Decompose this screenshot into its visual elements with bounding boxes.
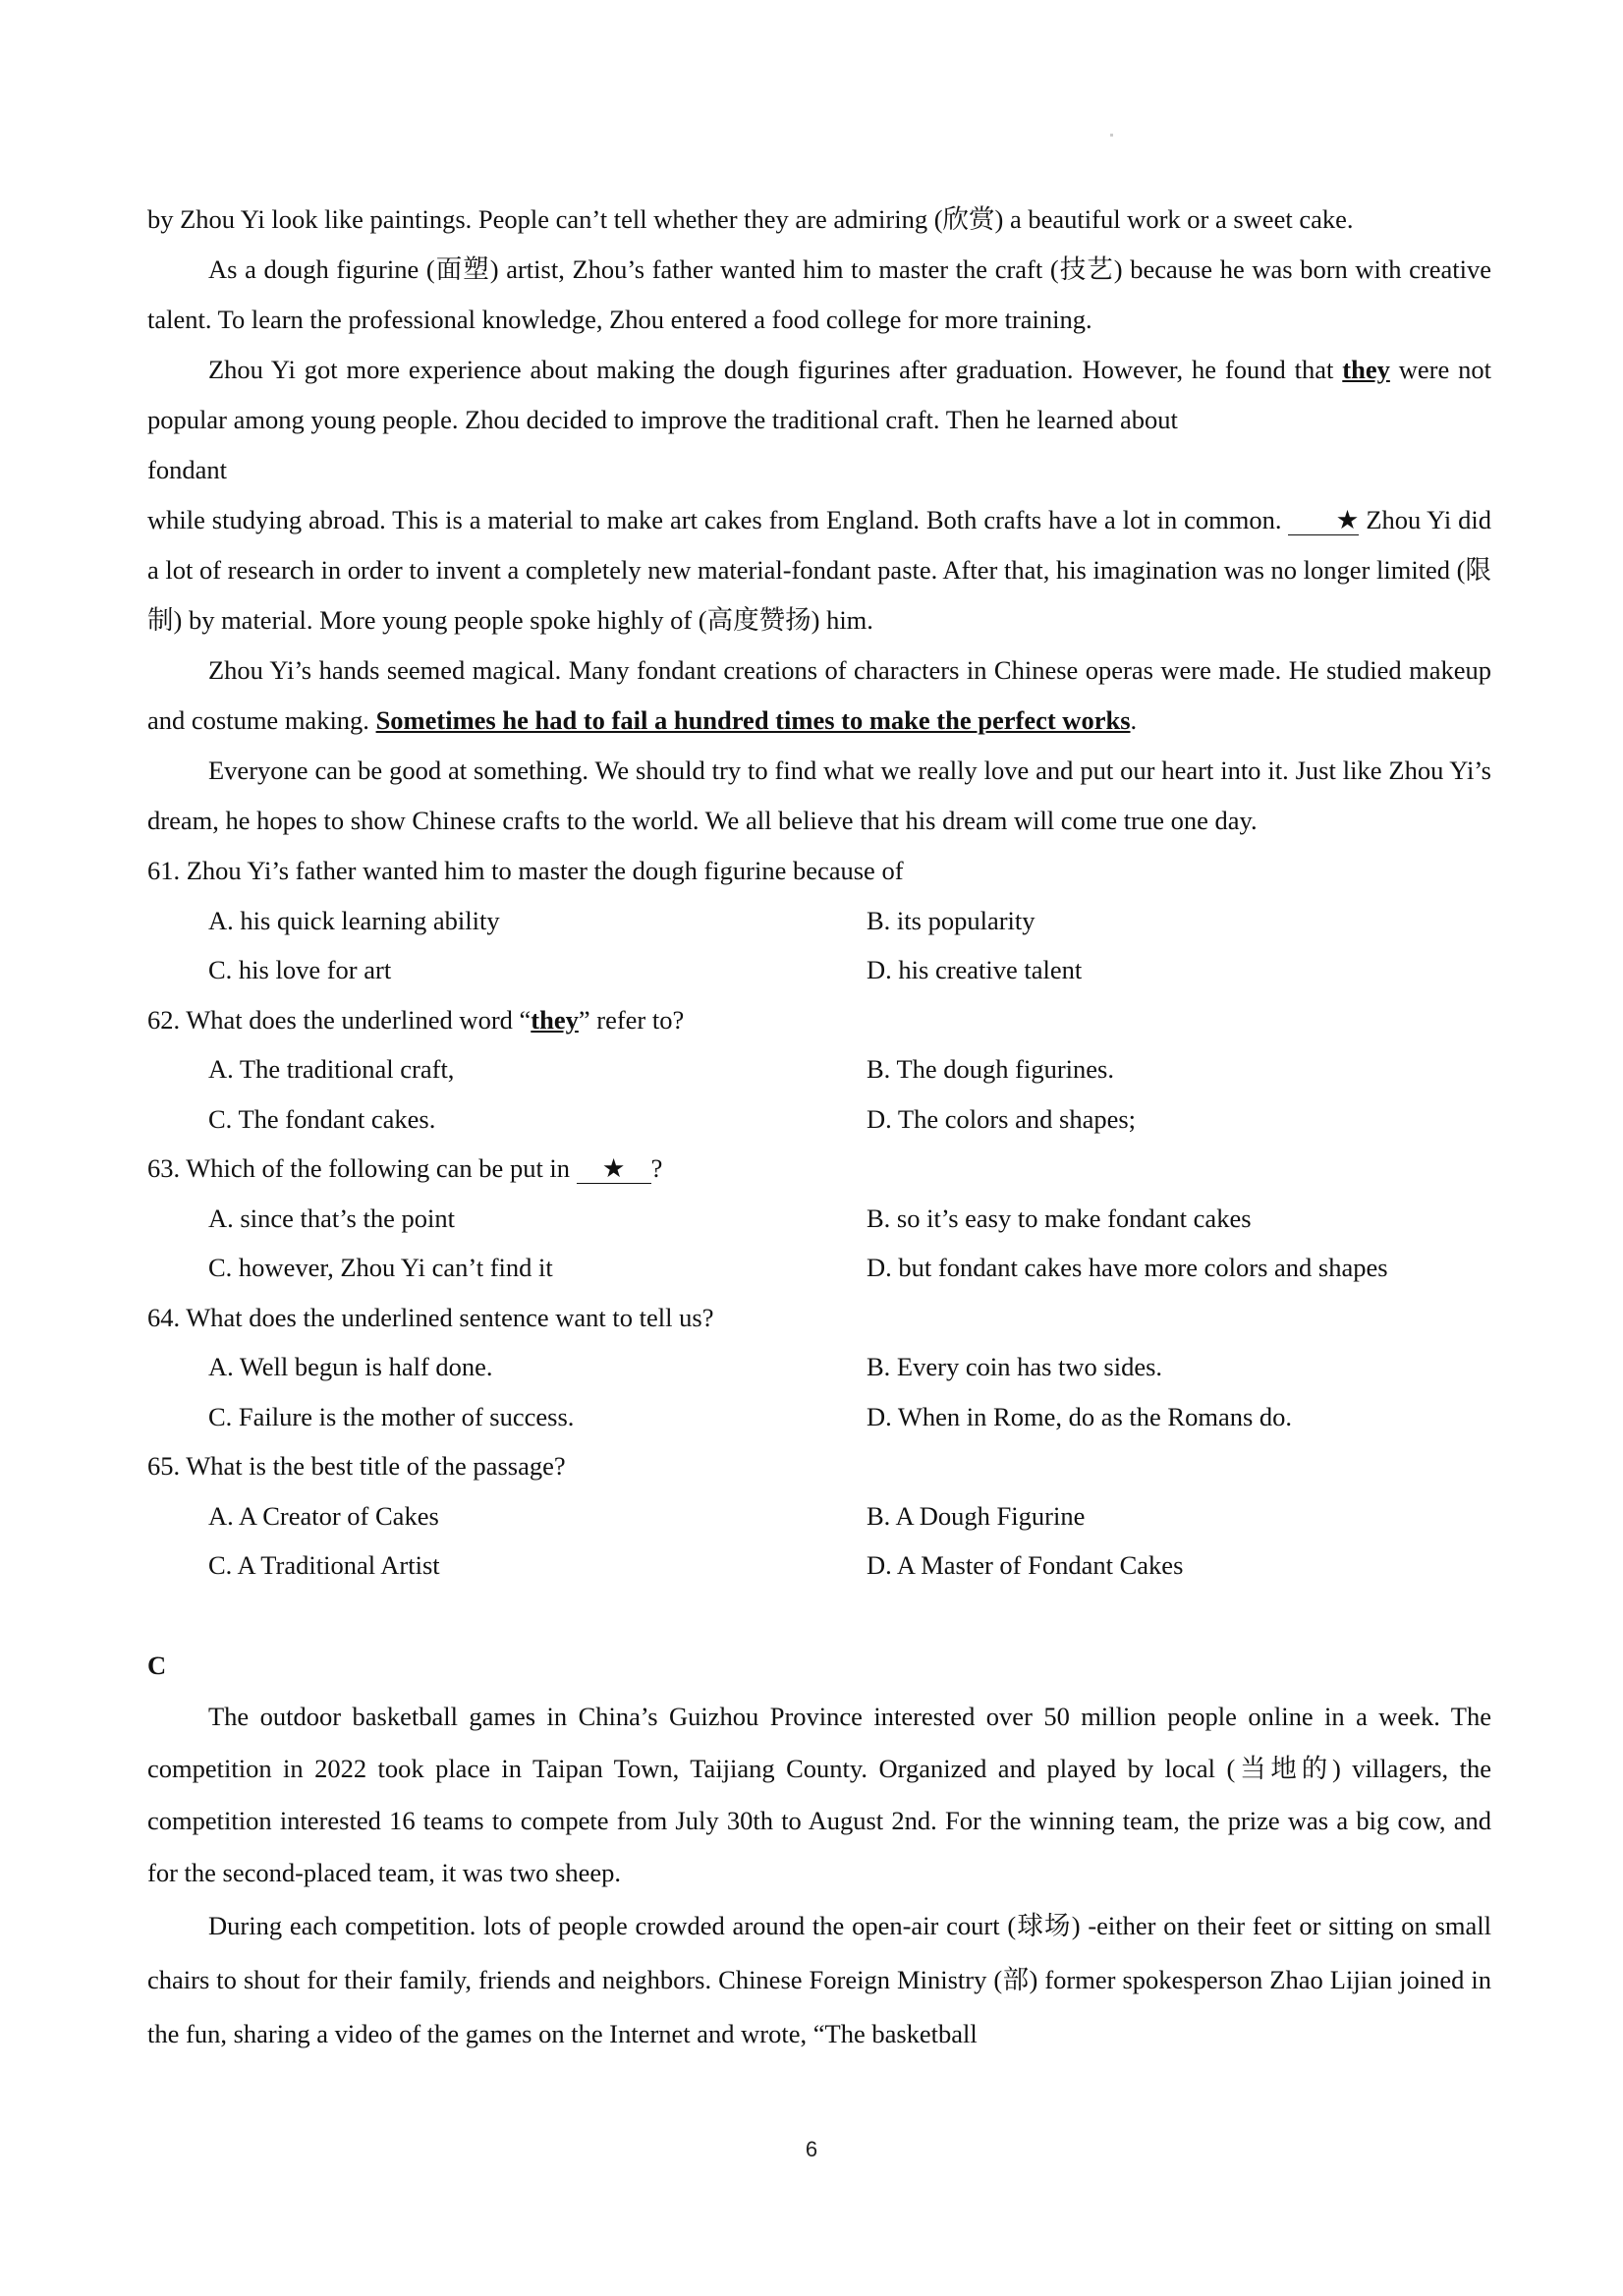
- paragraph-2-text: Zhou Yi got more experience about making the dough figurines after graduation. However, he found that: [208, 355, 1343, 384]
- option-d: D. When in Rome, do as the Romans do.: [867, 1401, 1293, 1431]
- question-64: [147, 1293, 1491, 1442]
- paragraph-2-line-fondant: fondant: [147, 455, 227, 484]
- question-stem: [147, 1144, 1491, 1194]
- scan-speck: [1110, 134, 1113, 137]
- paragraph-0: by Zhou Yi look like paintings. People can’t tell whether they are admiring (欣赏) a beautiful work or a sweet cake.: [147, 204, 1354, 234]
- question-stem: 61. Zhou Yi’s father wanted him to master the dough figurine because of: [147, 856, 904, 885]
- option-c: C. his love for art: [208, 955, 392, 984]
- option-c: C. Failure is the mother of success.: [208, 1401, 575, 1431]
- question-stem: 64. What does the underlined sentence want to tell us?: [147, 1302, 714, 1332]
- underlined-word-they: they: [531, 1004, 579, 1035]
- paragraph-3: [147, 495, 1491, 645]
- option-a: A. since that’s the point: [208, 1203, 455, 1233]
- question-61: [147, 846, 1491, 995]
- option-c: C. The fondant cakes.: [208, 1103, 436, 1134]
- star-blank: [577, 1155, 651, 1184]
- underlined-word-they: they: [1342, 355, 1390, 384]
- star-icon: ★: [601, 1153, 626, 1183]
- paragraph-4: [147, 645, 1491, 746]
- option-a: A. The traditional craft,: [208, 1054, 455, 1084]
- option-a: A. his quick learning ability: [208, 905, 500, 935]
- paragraph-4-text-end: .: [1130, 705, 1138, 735]
- question-stem: 65. What is the best title of the passage?: [147, 1451, 566, 1481]
- option-b: B. its popularity: [867, 905, 1035, 935]
- question-stem-text: 62. What does the underlined word “: [147, 1004, 532, 1035]
- question-stem-text-end: ?: [650, 1153, 663, 1183]
- option-c: C. A Traditional Artist: [208, 1550, 440, 1580]
- question-63: [147, 1144, 1491, 1293]
- paragraph-5: Everyone can be good at something. We should try to find what we really love and put our heart into it. Just like Zhou Yi’s dream, he hopes to show Chinese crafts to the world. We all believe that his dream will come true one day.: [147, 756, 1491, 835]
- option-d: D. A Master of Fondant Cakes: [867, 1550, 1184, 1580]
- star-icon: ★: [1335, 505, 1360, 534]
- question-65: [147, 1441, 1491, 1591]
- option-d: D. his creative talent: [867, 955, 1083, 984]
- paragraph-c-1: The outdoor basketball games in China’s Guizhou Province interested over 50 million people online in a week. The competition in 2022 took place in Taipan Town, Taijiang County. Organized and played by local (当地的) villagers, the competition interested 16 teams to compete from July 30th to August 2nd. For the winning team, the prize was a big cow, and for the second-placed team, it was two sheep.: [147, 1701, 1491, 1887]
- section-heading: C: [147, 1650, 167, 1680]
- option-c: C. however, Zhou Yi can’t find it: [208, 1253, 553, 1282]
- option-a: A. Well begun is half done.: [208, 1352, 493, 1381]
- star-blank: [1288, 507, 1359, 535]
- option-a: A. A Creator of Cakes: [208, 1500, 439, 1531]
- option-b: B. Every coin has two sides.: [867, 1352, 1163, 1381]
- underlined-sentence: Sometimes he had to fail a hundred times to make the perfect works: [375, 705, 1131, 735]
- paragraph-2: [147, 345, 1491, 445]
- paragraph-3-text-end: Zhou Yi did a lot of research in order to invent a completely new material-fondant paste. After that, his imagination was no longer limited (限制) by material. More young people spoke highly of (高度赞扬) him.: [147, 505, 1492, 635]
- paragraph-c-2: During each competition. lots of people crowded around the open-air court (球场) -either on their feet or sitting on small chairs to shout for their family, friends and neighbors. Chinese Foreign Ministry (部) former spokesperson Zhao Lijian joined in the fun, sharing a video of the games on the Internet and wrote, “The basketball: [147, 1910, 1491, 2048]
- option-d: D. but fondant cakes have more colors and shapes: [867, 1253, 1388, 1282]
- option-b: B. The dough figurines.: [867, 1054, 1114, 1084]
- paragraph-4-text: Zhou Yi’s hands seemed magical. Many fondant creations of characters in Chinese operas were made. He studied makeup and costume making.: [147, 655, 1491, 735]
- option-b: B. so it’s easy to make fondant cakes: [867, 1203, 1252, 1233]
- paragraph-3-text: while studying abroad. This is a material to make art cakes from England. Both crafts have a lot in common.: [147, 505, 1289, 534]
- paragraph-1: As a dough figurine (面塑) artist, Zhou’s father wanted him to master the craft (技艺) because he was born with creative talent. To learn the professional knowledge, Zhou entered a food college for more training.: [147, 254, 1491, 334]
- question-stem: [147, 995, 1491, 1045]
- question-62: [147, 995, 1491, 1145]
- question-stem-text: 63. Which of the following can be put in: [147, 1153, 577, 1183]
- question-stem-text-end: ” refer to?: [578, 1004, 685, 1035]
- exam-page: [147, 195, 1491, 2061]
- passage-b: [147, 195, 1491, 846]
- option-d: D. The colors and shapes;: [867, 1103, 1137, 1134]
- paragraph-2-text-end: were not popular among young people. Zhou decided to improve the traditional craft. Then he learned about: [147, 355, 1491, 434]
- passage-c: [147, 1641, 1491, 2061]
- option-b: B. A Dough Figurine: [867, 1500, 1086, 1531]
- page-number: 6: [805, 2137, 818, 2161]
